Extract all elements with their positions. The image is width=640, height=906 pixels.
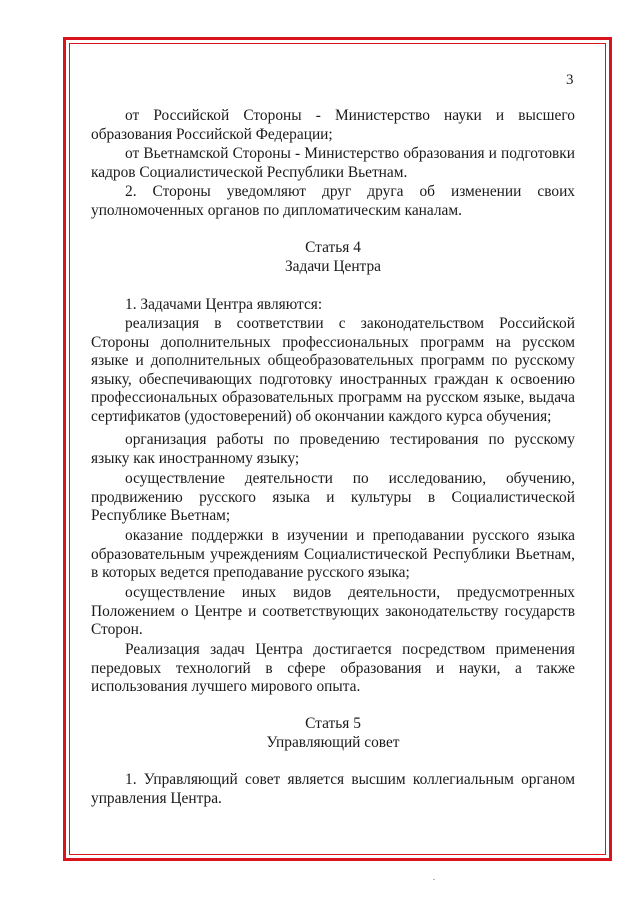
- paragraph-implementation: Реализация задач Центра достигается посредством применения передовых технологий в сфере образования и науки, а также использования лучшего мирового опыта.: [91, 641, 575, 696]
- article-5-title: Управляющий совет: [266, 734, 400, 751]
- scan-artifact: [433, 879, 435, 880]
- paragraph-governing-board: 1. Управляющий совет является высшим коллегиальным органом управления Центра.: [91, 771, 575, 807]
- paragraph-task-testing: организация работы по проведению тестирования по русскому языку как иностранному языку;: [91, 431, 575, 467]
- paragraph-task-support: оказание поддержки в изучении и преподавании русского языка образовательным учреждениям Социалистической Республики Вьетнам, в которых ведется преподавание русского языка;: [91, 527, 575, 582]
- paragraph-task-programs: реализация в соответствии с законодательством Российской Стороны дополнительных профессиональных программ на русском языке и дополнительных общеобразовательных программ по русскому языку, обеспечивающих подготовку иностранных граждан к освоению профессиональных образовательных программ на русском языке, выдача сертификатов (удостоверений) об окончании каждого курса обучения;: [91, 315, 575, 425]
- paragraph-notification: 2. Стороны уведомляют друг друга об изменении своих уполномоченных органов по дипломатическим каналам.: [91, 183, 575, 219]
- article-5-number: Статья 5: [305, 715, 361, 732]
- paragraph-tasks-intro: 1. Задачами Центра являются:: [125, 296, 323, 313]
- paragraph-task-other: осуществление иных видов деятельности, предусмотренных Положением о Центре и соответствующих законодательству государств Сторон.: [91, 584, 575, 639]
- article-4-number: Статья 4: [305, 239, 361, 256]
- page-number: 3: [566, 72, 574, 88]
- article-4-title: Задачи Центра: [284, 258, 382, 275]
- paragraph-task-research: осуществление деятельности по исследованию, обучению, продвижению русского языка и культуры в Социалистической Республике Вьетнам;: [91, 470, 575, 525]
- paragraph-vietnamese-side: от Вьетнамской Стороны - Министерство образования и подготовки кадров Социалистической Республики Вьетнам.: [91, 145, 575, 181]
- paragraph-russian-side: от Российской Стороны - Министерство науки и высшего образования Российской Федерации;: [91, 107, 575, 143]
